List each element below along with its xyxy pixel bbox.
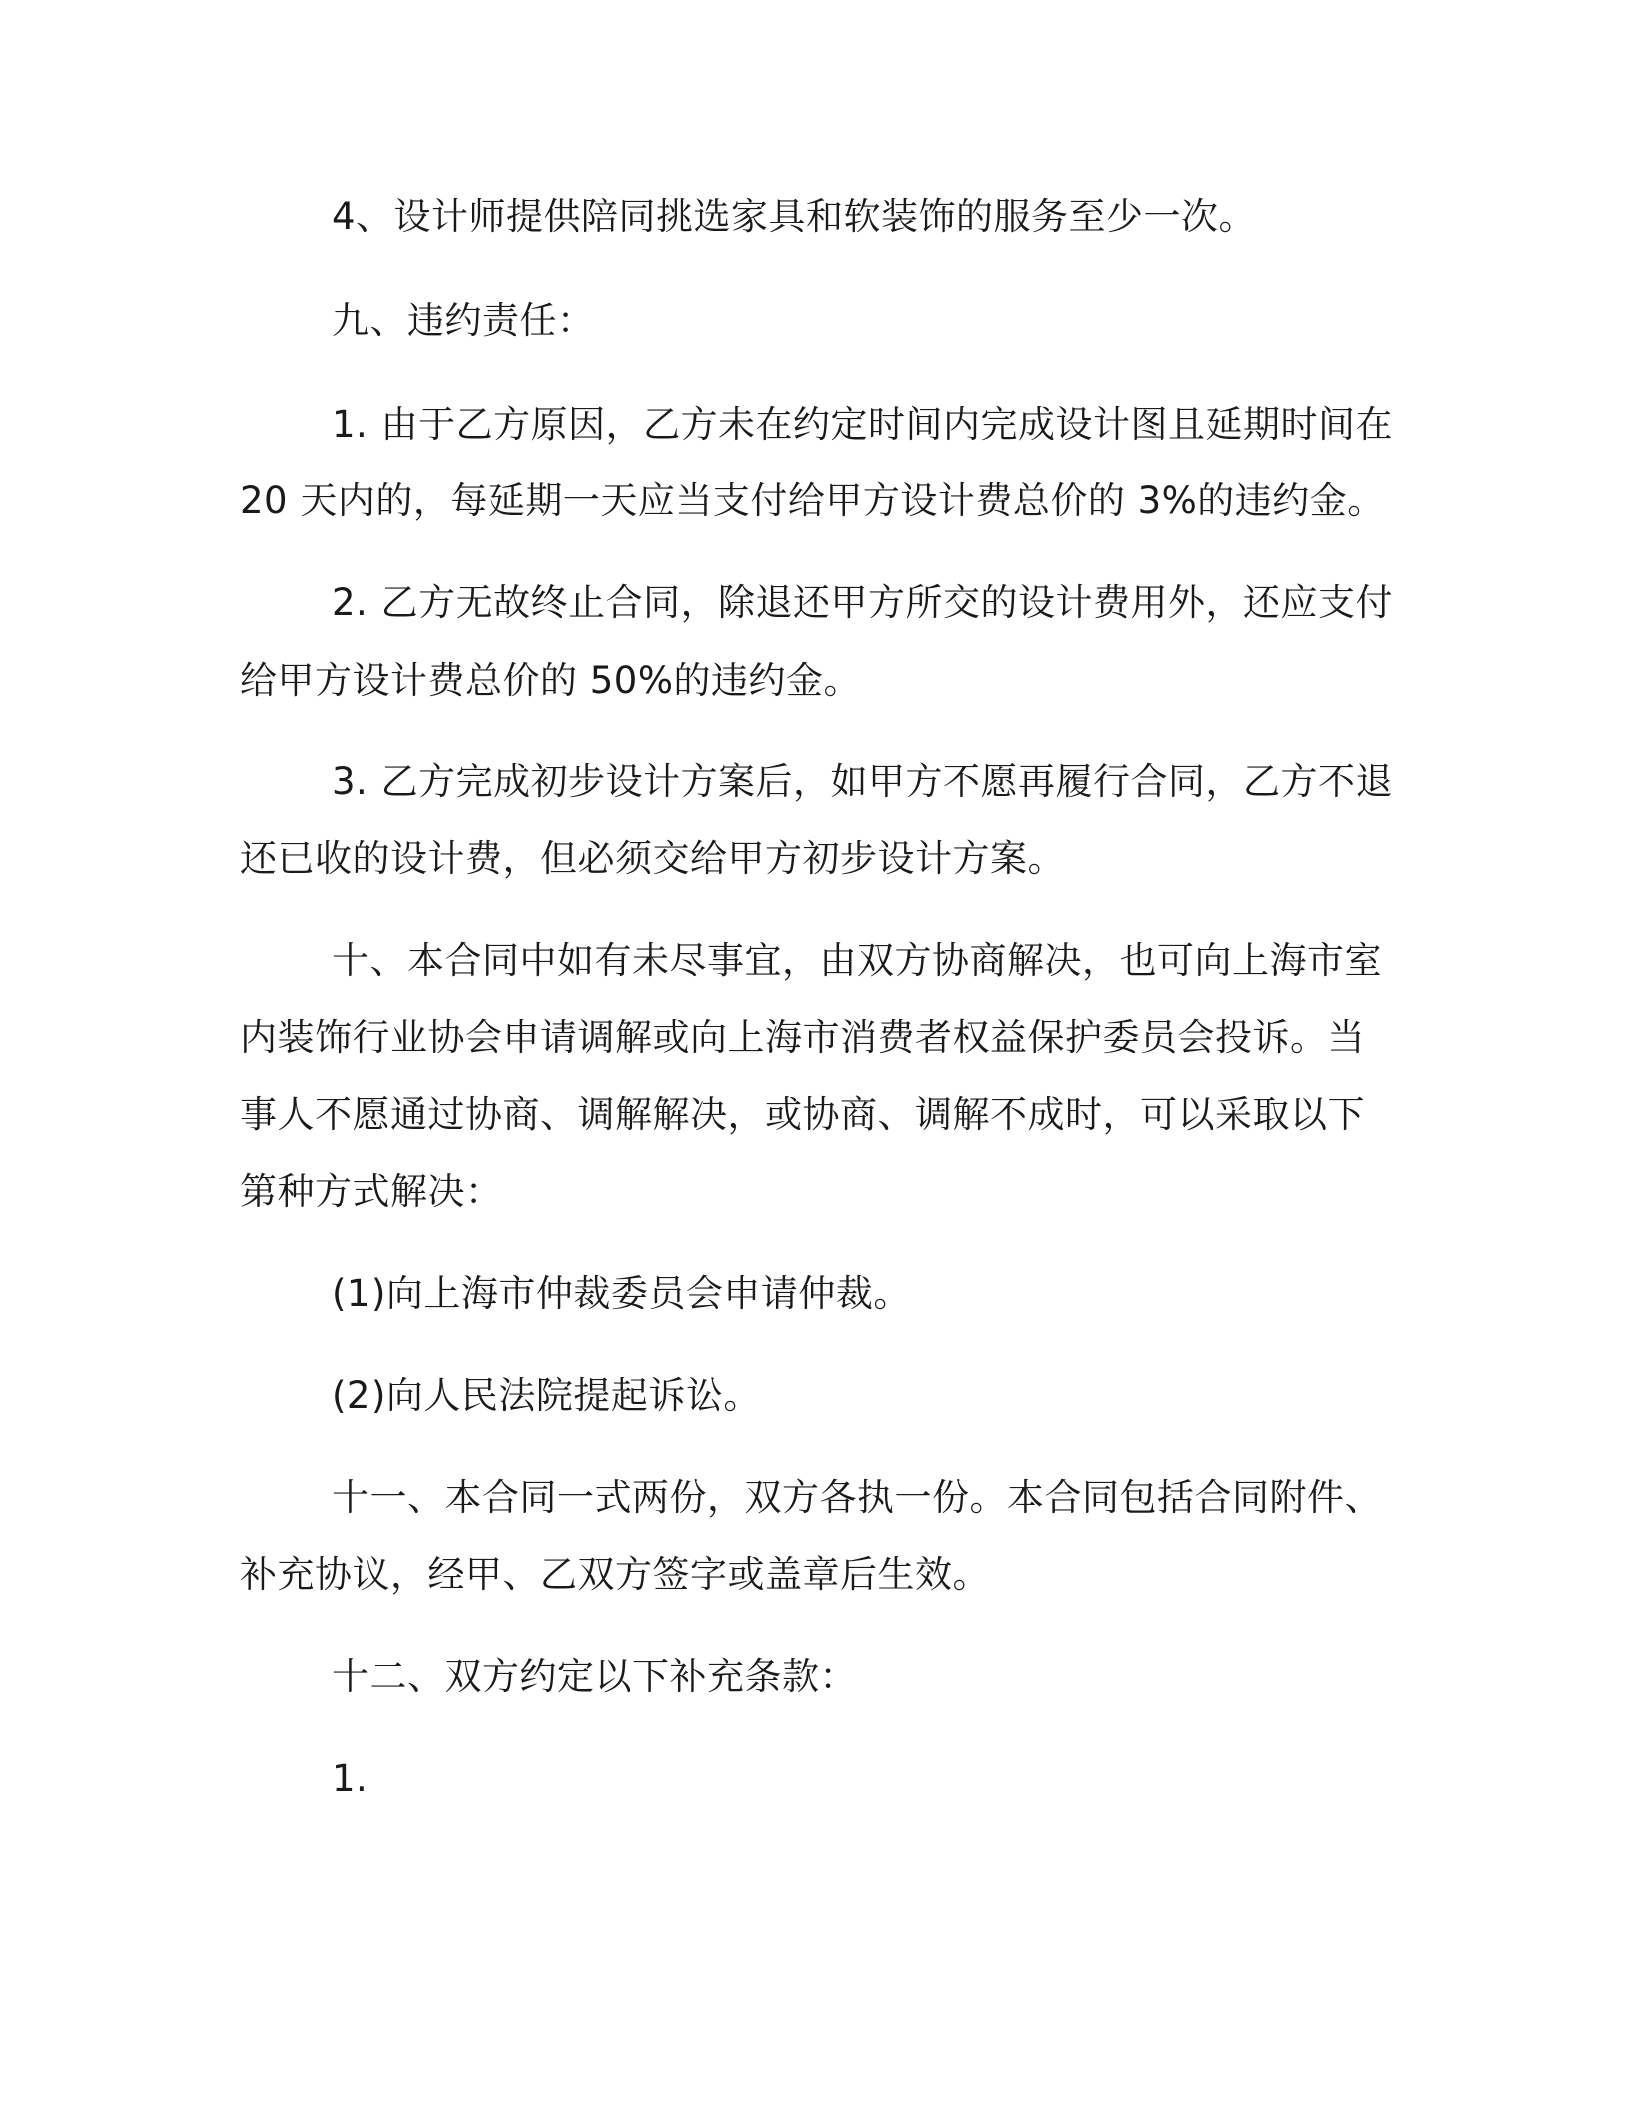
section-12-item-1: 1. <box>332 1757 369 1800</box>
clause-9-item-2-line-1: 2. 乙方无故终止合同，除退还甲方所交的设计费用外，还应支付 <box>332 581 1394 624</box>
section-11-line-1: 十一、本合同一式两份，双方各执一份。本合同包括合同附件、 <box>332 1476 1382 1519</box>
clause-9-item-1-line-2: 20 天内的，每延期一天应当支付给甲方设计费总价的 3%的违约金。 <box>240 479 1385 522</box>
section-10-line-1: 十、本合同中如有未尽事宜，由双方协商解决，也可向上海市室 <box>332 939 1382 982</box>
clause-8-item-4: 4、设计师提供陪同挑选家具和软装饰的服务至少一次。 <box>332 195 1257 238</box>
clause-9-item-3-line-1: 3. 乙方完成初步设计方案后，如甲方不愿再履行合同，乙方不退 <box>332 760 1394 803</box>
section-10-line-4: 第种方式解决： <box>240 1170 503 1213</box>
section-11-line-2: 补充协议，经甲、乙双方签字或盖章后生效。 <box>240 1553 990 1596</box>
section-10-option-1: (1)向上海市仲裁委员会申请仲裁。 <box>332 1272 911 1315</box>
section-9-heading: 九、违约责任： <box>332 299 595 342</box>
section-12-heading: 十二、双方约定以下补充条款： <box>332 1655 857 1698</box>
clause-9-item-2-line-2: 给甲方设计费总价的 50%的违约金。 <box>240 659 861 702</box>
clause-9-item-3-line-2: 还已收的设计费，但必须交给甲方初步设计方案。 <box>240 837 1065 880</box>
section-10-line-3: 事人不愿通过协商、调解解决，或协商、调解不成时，可以采取以下 <box>240 1093 1365 1136</box>
clause-9-item-1-line-1: 1. 由于乙方原因，乙方未在约定时间内完成设计图且延期时间在 <box>332 403 1394 446</box>
section-10-option-2: (2)向人民法院提起诉讼。 <box>332 1374 761 1417</box>
section-10-line-2: 内装饰行业协会申请调解或向上海市消费者权益保护委员会投诉。当 <box>240 1016 1365 1059</box>
